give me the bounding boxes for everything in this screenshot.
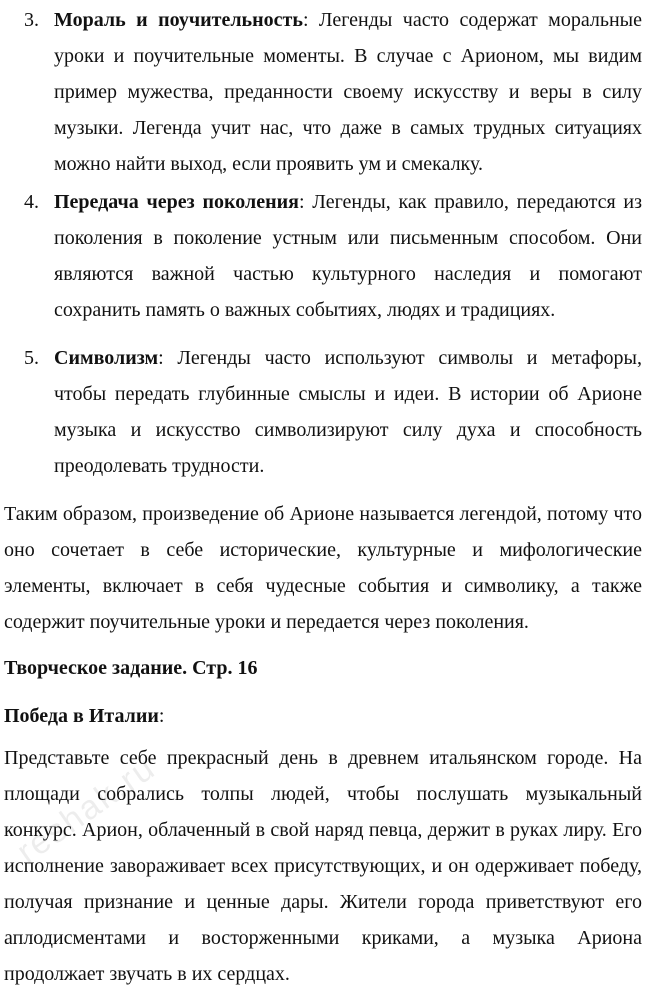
list-number: 4.	[24, 191, 39, 213]
list-item-text: : Легенды часто используют символы и метафоры, чтобы передать глубинные смыслы и идеи. В истории об Арионе музыка и искусство символизируют силу духа и способность преодолевать трудности.	[54, 347, 642, 477]
task-heading: Творческое задание. Стр. 16	[4, 657, 258, 679]
story-title-suffix: :	[158, 705, 165, 727]
list-item-term: Мораль и поучительность	[54, 9, 303, 31]
watermark: reshak.ru	[10, 748, 163, 872]
list-item-body	[54, 2, 642, 182]
list-item-text: : Легенды часто содержат моральные уроки и поучительные моменты. В случае с Арионом, мы видим пример мужества, преданности своему искусству и веры в силу музыки. Легенда учит нас, что даже в самых трудных ситуациях можно найти выход, если проявить ум и смекалку.	[54, 9, 642, 175]
list-item-text: : Легенды, как правило, передаются из поколения в поколение устным или письменным способом. Они являются важной частью культурного наследия и помогают сохранить память о важных событиях, людях и традициях.	[54, 191, 642, 321]
list-number: 5.	[24, 347, 39, 369]
list-item-term: Символизм	[54, 347, 159, 369]
list-item-term: Передача через поколения	[54, 191, 299, 213]
story-paragraph: Представьте себе прекрасный день в древнем итальянском городе. На площади собрались толпы людей, чтобы послушать музыкальный конкурс. Арион, облаченный в свой наряд певца, держит в руках лиру. Его исполнение завораживает всех присутствующих, и он одерживает победу, получая признание и ценные дары. Жители города приветствуют его аплодисментами и восторженными криками, а музыка Ариона продолжает звучать в их сердцах.	[4, 747, 642, 985]
story-title: Победа в Италии	[4, 705, 159, 727]
story-title-line	[4, 698, 164, 734]
list-item-body	[54, 340, 642, 484]
conclusion-paragraph: Таким образом, произведение об Арионе называется легендой, потому что оно сочетает в себе исторические, культурные и мифологические элементы, включает в себя чудесные события и символику, а также содержит поучительные уроки и передается через поколения.	[4, 503, 642, 633]
list-item-body	[54, 184, 642, 328]
list-number: 3.	[24, 9, 39, 31]
